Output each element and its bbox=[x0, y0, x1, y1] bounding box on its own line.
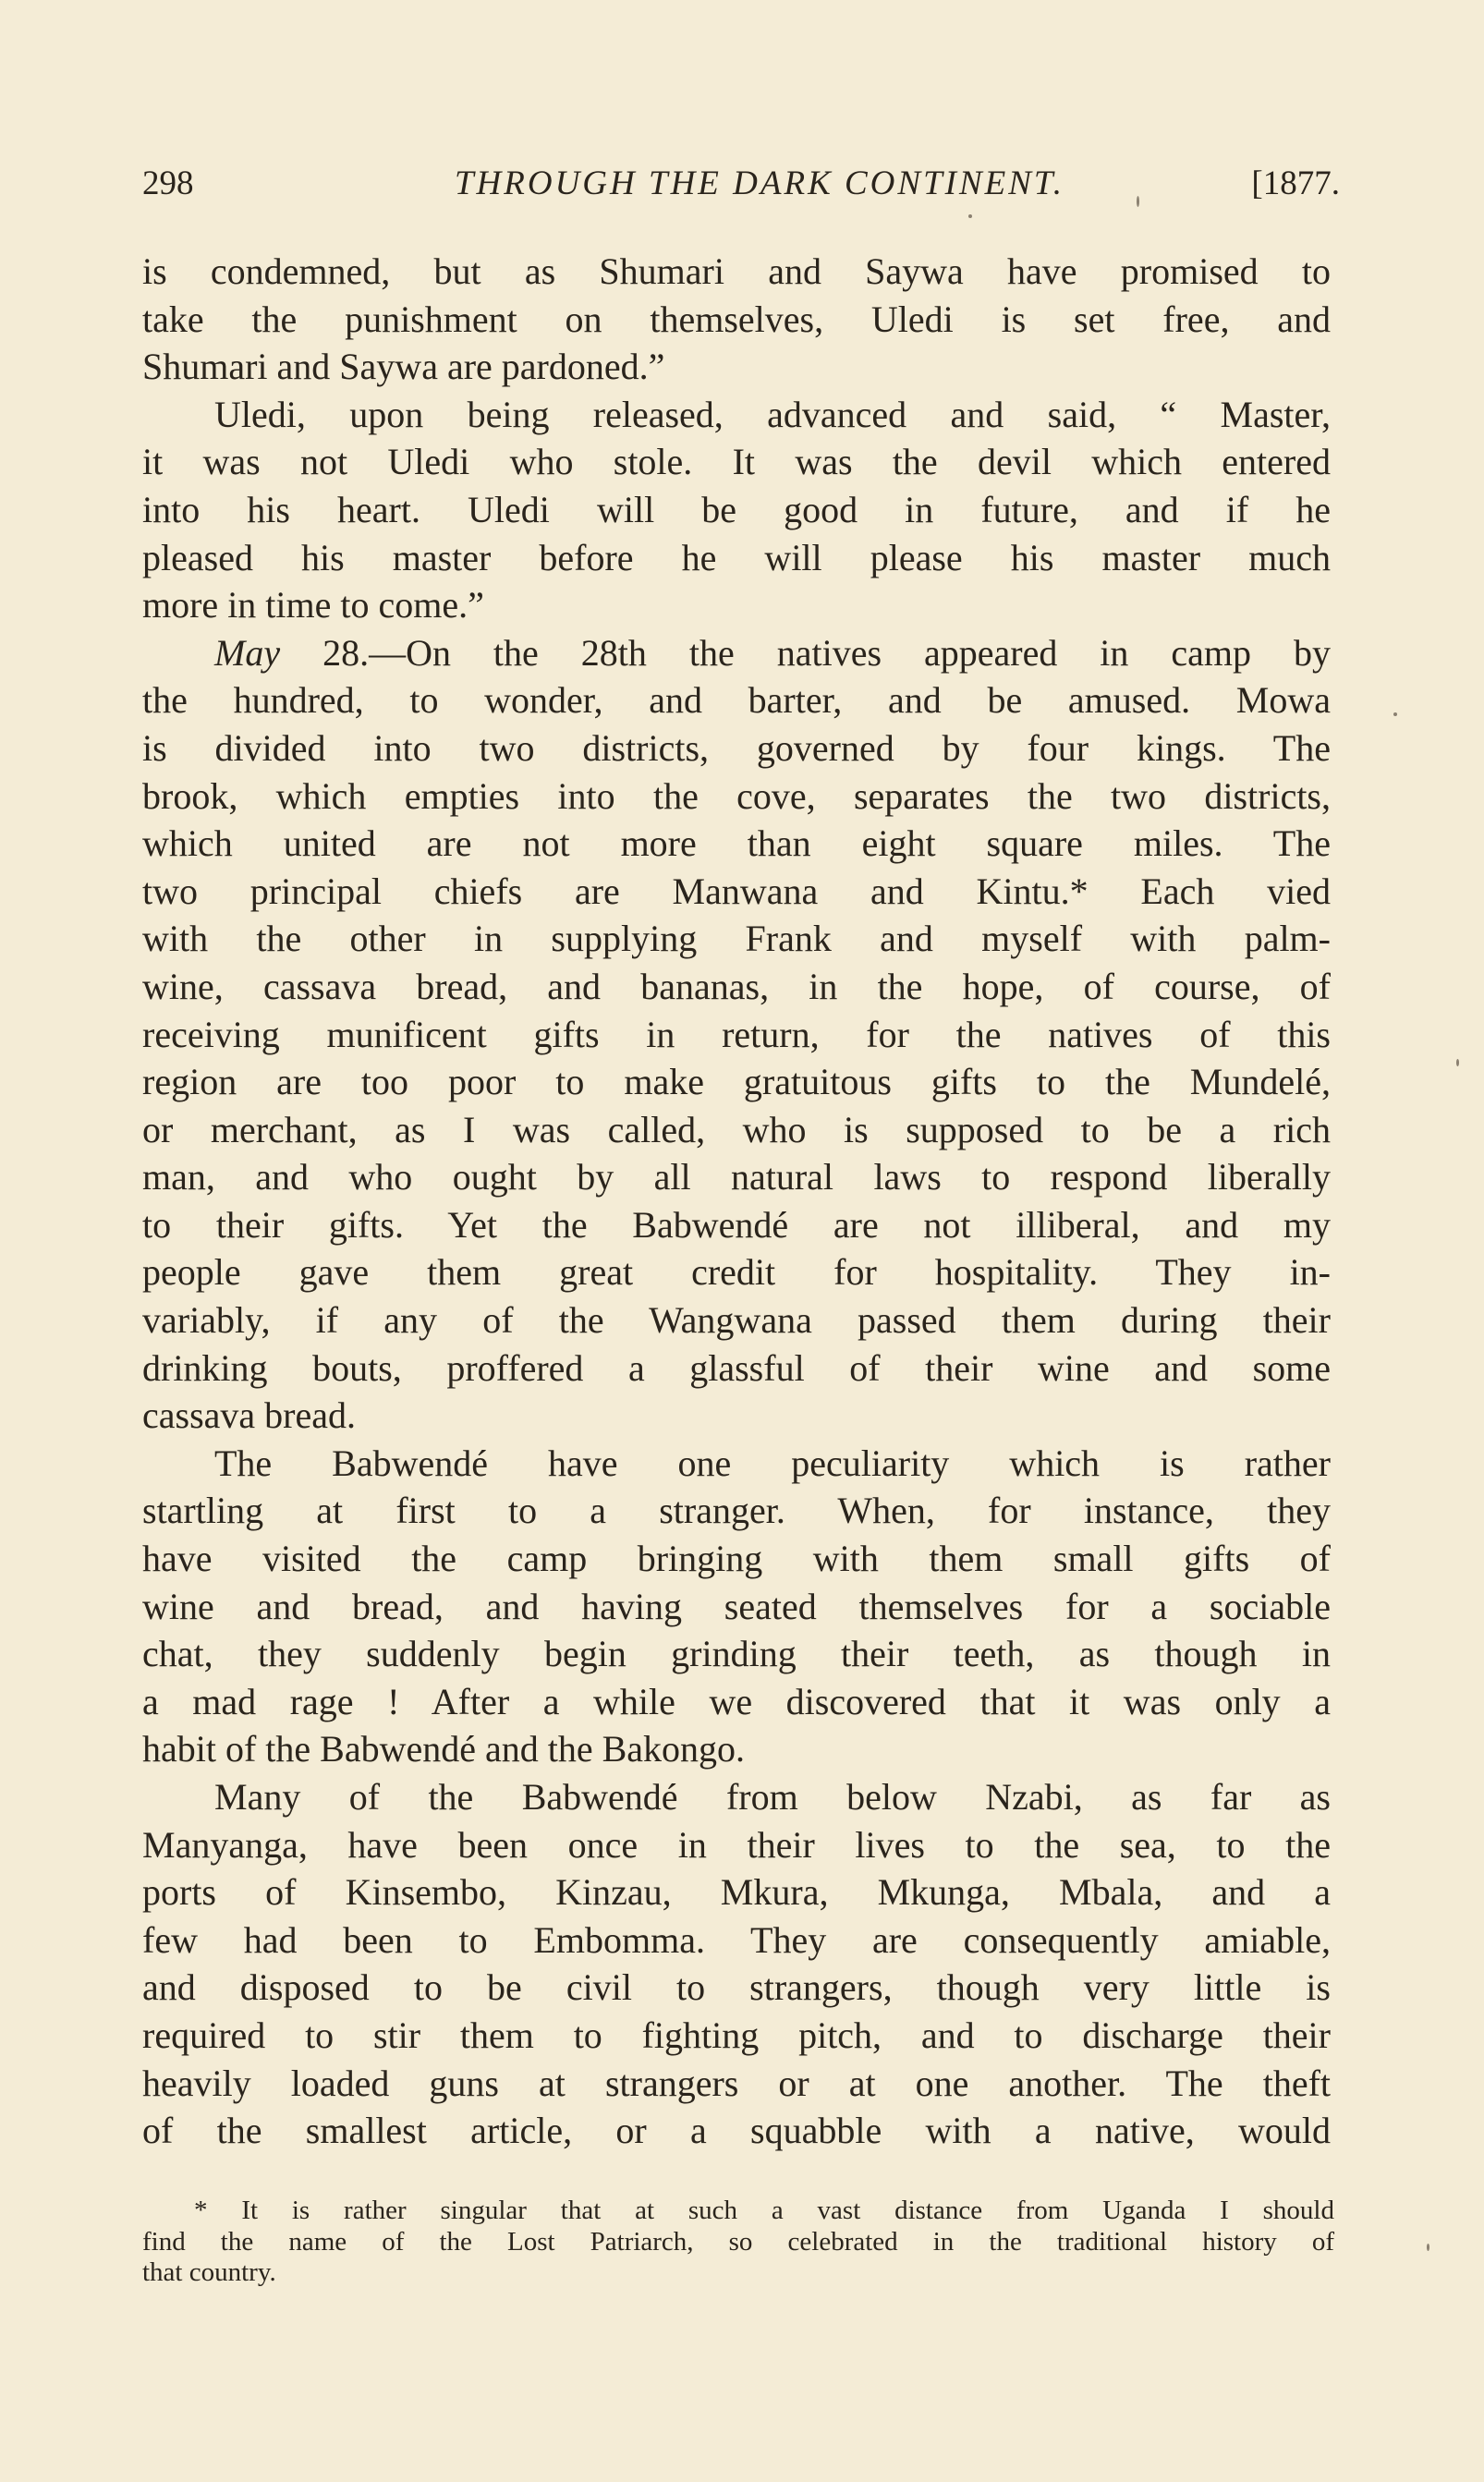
text-line: heavily loaded guns at strangers or at one another. The theft bbox=[142, 2062, 1331, 2104]
footnote-line: find the name of the Lost Patriarch, so celebrated in the traditional history of bbox=[142, 2226, 1334, 2257]
text-line: variably, if any of the Wangwana passed them during their bbox=[142, 1299, 1331, 1342]
text-line: Manyanga, have been once in their lives to the sea, to the bbox=[142, 1823, 1331, 1866]
paper-speck bbox=[1137, 196, 1139, 207]
text-line: is divided into two districts, governed by four kings. The bbox=[142, 726, 1331, 769]
text-line: which united are not more than eight square miles. The bbox=[142, 822, 1331, 865]
text-line: and disposed to be civil to strangers, though very little is bbox=[142, 1966, 1331, 2009]
body-text bbox=[142, 248, 1331, 2155]
text-line: a mad rage ! After a while we discovered that it was only a bbox=[142, 1680, 1331, 1722]
text-line: wine and bread, and having seated themselves for a sociable bbox=[142, 1585, 1331, 1627]
running-head bbox=[142, 161, 1340, 207]
book-title: THROUGH THE DARK CONTINENT. bbox=[454, 164, 1065, 202]
date-line-rest: 28.—On the 28th the natives appeared in camp by bbox=[322, 631, 1332, 674]
text-line: few had been to Embomma. They are consequently amiable, bbox=[142, 1918, 1331, 1961]
text-line: habit of the Babwendé and the Bakongo. bbox=[142, 1728, 746, 1770]
text-line: people gave them great credit for hospitality. They in- bbox=[142, 1251, 1331, 1294]
text-line-dated bbox=[142, 629, 1331, 677]
text-line: two principal chiefs are Manwana and Kintu.* Each vied bbox=[142, 870, 1331, 912]
date-month: May bbox=[214, 631, 281, 674]
text-line: drinking bouts, proffered a glassful of their wine and some bbox=[142, 1346, 1331, 1389]
paper-speck bbox=[1427, 2244, 1429, 2251]
text-line: startling at first to a stranger. When, for instance, they bbox=[142, 1490, 1331, 1532]
text-line: into his heart. Uledi will be good in future, and if he bbox=[142, 488, 1331, 530]
text-line: chat, they suddenly begin grinding their teeth, as though in bbox=[142, 1633, 1331, 1675]
text-line: have visited the camp bringing with them small gifts of bbox=[142, 1538, 1331, 1580]
text-line: receiving munificent gifts in return, for the natives of this bbox=[142, 1013, 1331, 1055]
text-line: to their gifts. Yet the Babwendé are not illiberal, and my bbox=[142, 1203, 1331, 1246]
text-line: pleased his master before he will please his master much bbox=[142, 536, 1331, 578]
text-line: ports of Kinsembo, Kinzau, Mkura, Mkunga, Mbala, and a bbox=[142, 1871, 1331, 1914]
text-line: with the other in supplying Frank and myself with palm- bbox=[142, 918, 1331, 960]
page-number: 298 bbox=[142, 164, 194, 202]
text-line: of the smallest article, or a squabble with a native, would bbox=[142, 2110, 1331, 2152]
footnote-line: * It is rather singular that at such a vast distance from Uganda I should bbox=[194, 2196, 1334, 2225]
text-line: is condemned, but as Shumari and Saywa have promised to bbox=[142, 250, 1331, 292]
year-marker: [1877. bbox=[1251, 164, 1340, 202]
text-line: brook, which empties into the cove, separates the two districts, bbox=[142, 774, 1331, 817]
text-line: region are too poor to make gratuitous gifts to the Mundelé, bbox=[142, 1061, 1331, 1103]
paper-speck bbox=[1456, 1059, 1459, 1066]
text-line: cassava bread. bbox=[142, 1394, 356, 1437]
footnote-line: that country. bbox=[142, 2257, 276, 2287]
paper-speck bbox=[968, 214, 972, 218]
text-line: more in time to come.” bbox=[142, 584, 484, 627]
text-line: required to stir them to fighting pitch, and to discharge their bbox=[142, 2014, 1331, 2056]
text-line: it was not Uledi who stole. It was the devil which entered bbox=[142, 441, 1331, 483]
text-line: Shumari and Saywa are pardoned.” bbox=[142, 346, 665, 388]
text-line: Many of the Babwendé from below Nzabi, as far as bbox=[214, 1776, 1331, 1818]
paper-speck bbox=[1393, 712, 1397, 716]
text-line: Uledi, upon being released, advanced and said, “ Master, bbox=[214, 393, 1331, 435]
text-line: wine, cassava bread, and bananas, in the hope, of course, of bbox=[142, 965, 1331, 1007]
text-line: man, and who ought by all natural laws to respond liberally bbox=[142, 1156, 1331, 1198]
text-line: or merchant, as I was called, who is supposed to be a rich bbox=[142, 1108, 1331, 1150]
text-line: the hundred, to wonder, and barter, and be amused. Mowa bbox=[142, 679, 1331, 722]
text-line: The Babwendé have one peculiarity which is rather bbox=[214, 1442, 1331, 1484]
text-line: take the punishment on themselves, Uledi is set free, and bbox=[142, 298, 1331, 340]
footnote bbox=[142, 2196, 1334, 2289]
